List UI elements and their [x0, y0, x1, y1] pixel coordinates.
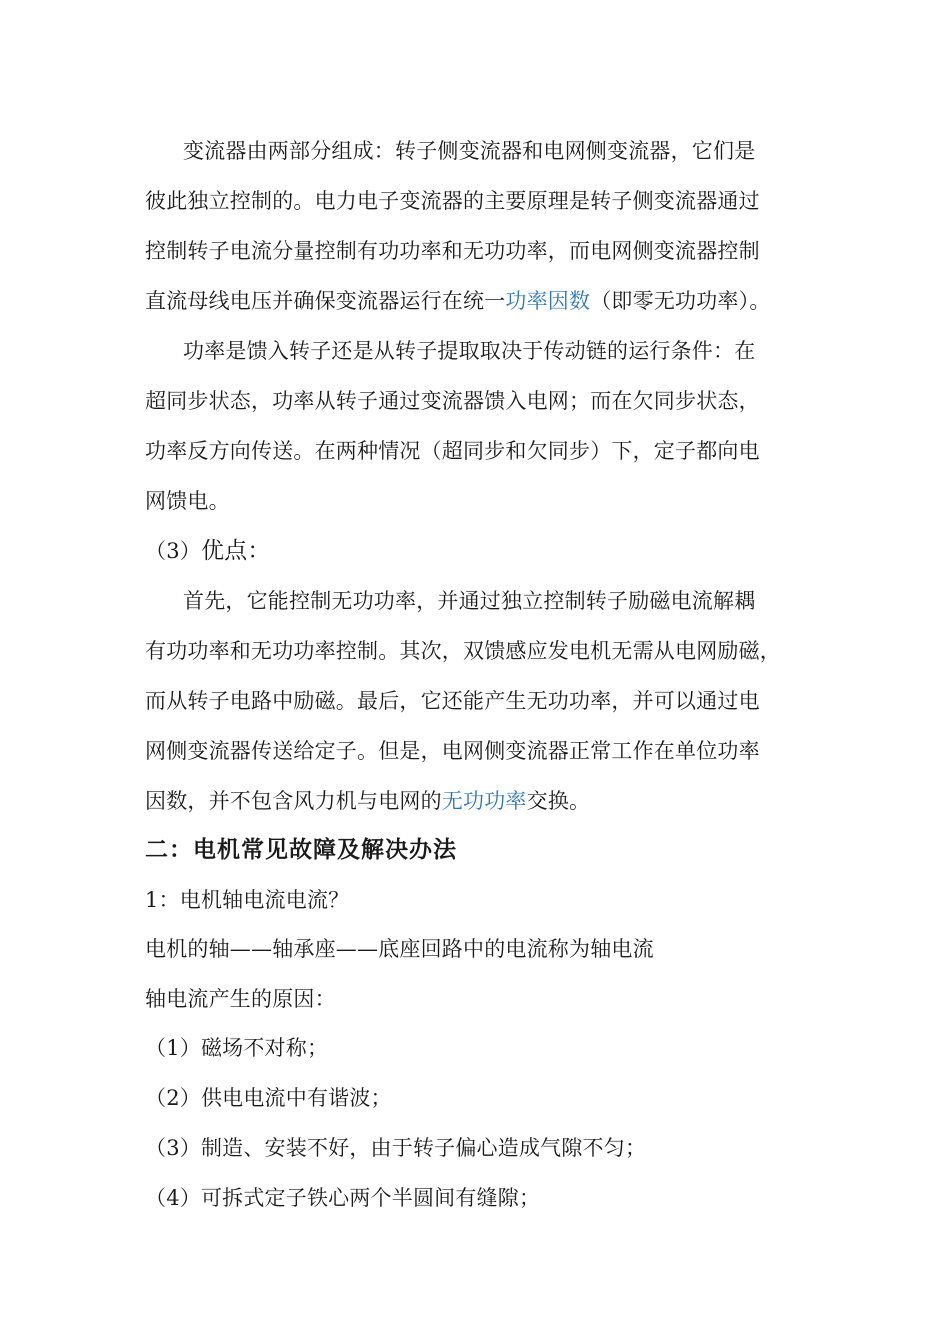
text-segment: 直流母线电压并确保变流器运行在统一 — [145, 289, 506, 313]
reactive-power-link[interactable]: 无功功率 — [441, 789, 527, 813]
list-item: （2）供电电流中有谐波； — [145, 1086, 392, 1110]
causes-title: 轴电流产生的原因： — [145, 987, 336, 1011]
paragraph-converter-line-2: 彼此独立控制的。电力电子变流器的主要原理是转子侧变流器通过 — [145, 189, 760, 213]
list-item: （1）磁场不对称； — [145, 1036, 329, 1060]
list-item: （3）制造、安装不好，由于转子偏心造成气隙不匀； — [145, 1136, 647, 1160]
paragraph-converter-line-4 — [145, 286, 771, 316]
advantages-label — [145, 536, 271, 566]
paragraph-power-flow-line-4: 网馈电。 — [145, 489, 230, 513]
paragraph-advantages-line-5 — [145, 786, 590, 816]
paragraph-power-flow-line-3: 功率反方向传送。在两种情况（超同步和欠同步）下，定子都向电 — [145, 439, 760, 463]
paragraph-power-flow-line-2: 超同步状态，功率从转子通过变流器馈入电网；而在欠同步状态， — [145, 389, 760, 413]
section-heading: 二：电机常见故障及解决办法 — [145, 837, 457, 863]
paragraph-advantages-line-2: 有功功率和无功功率控制。其次，双馈感应发电机无需从电网励磁， — [145, 639, 781, 663]
paragraph-advantages-line-4: 网侧变流器传送给定子。但是，电网侧变流器正常工作在单位功率 — [145, 739, 760, 763]
shaft-current-definition: 电机的轴——轴承座——底座回路中的电流称为轴电流 — [145, 937, 654, 961]
advantages-number: （3） — [145, 539, 201, 563]
paragraph-advantages-line-1: 首先，它能控制无功功率，并通过独立控制转子励磁电流解耦 — [183, 589, 756, 613]
advantages-title: 优点： — [200, 538, 271, 564]
text-segment: 因数，并不包含风力机与电网的 — [145, 789, 442, 813]
paragraph-advantages-line-3: 而从转子电路中励磁。最后，它还能产生无功功率，并可以通过电 — [145, 689, 760, 713]
question-shaft-current: 1：电机轴电流电流？ — [145, 888, 350, 912]
power-factor-link[interactable]: 功率因数 — [505, 289, 591, 313]
paragraph-converter-line-1: 变流器由两部分组成：转子侧变流器和电网侧变流器，它们是 — [183, 139, 756, 163]
paragraph-converter-line-3: 控制转子电流分量控制有功功率和无功功率，而电网侧变流器控制 — [145, 239, 760, 263]
paragraph-power-flow-line-1: 功率是馈入转子还是从转子提取取决于传动链的运行条件：在 — [183, 339, 756, 363]
text-segment: 交换。 — [526, 789, 591, 813]
list-item: （4）可拆式定子铁心两个半圆间有缝隙； — [145, 1186, 541, 1210]
text-segment: （即零无功功率）。 — [590, 289, 771, 313]
